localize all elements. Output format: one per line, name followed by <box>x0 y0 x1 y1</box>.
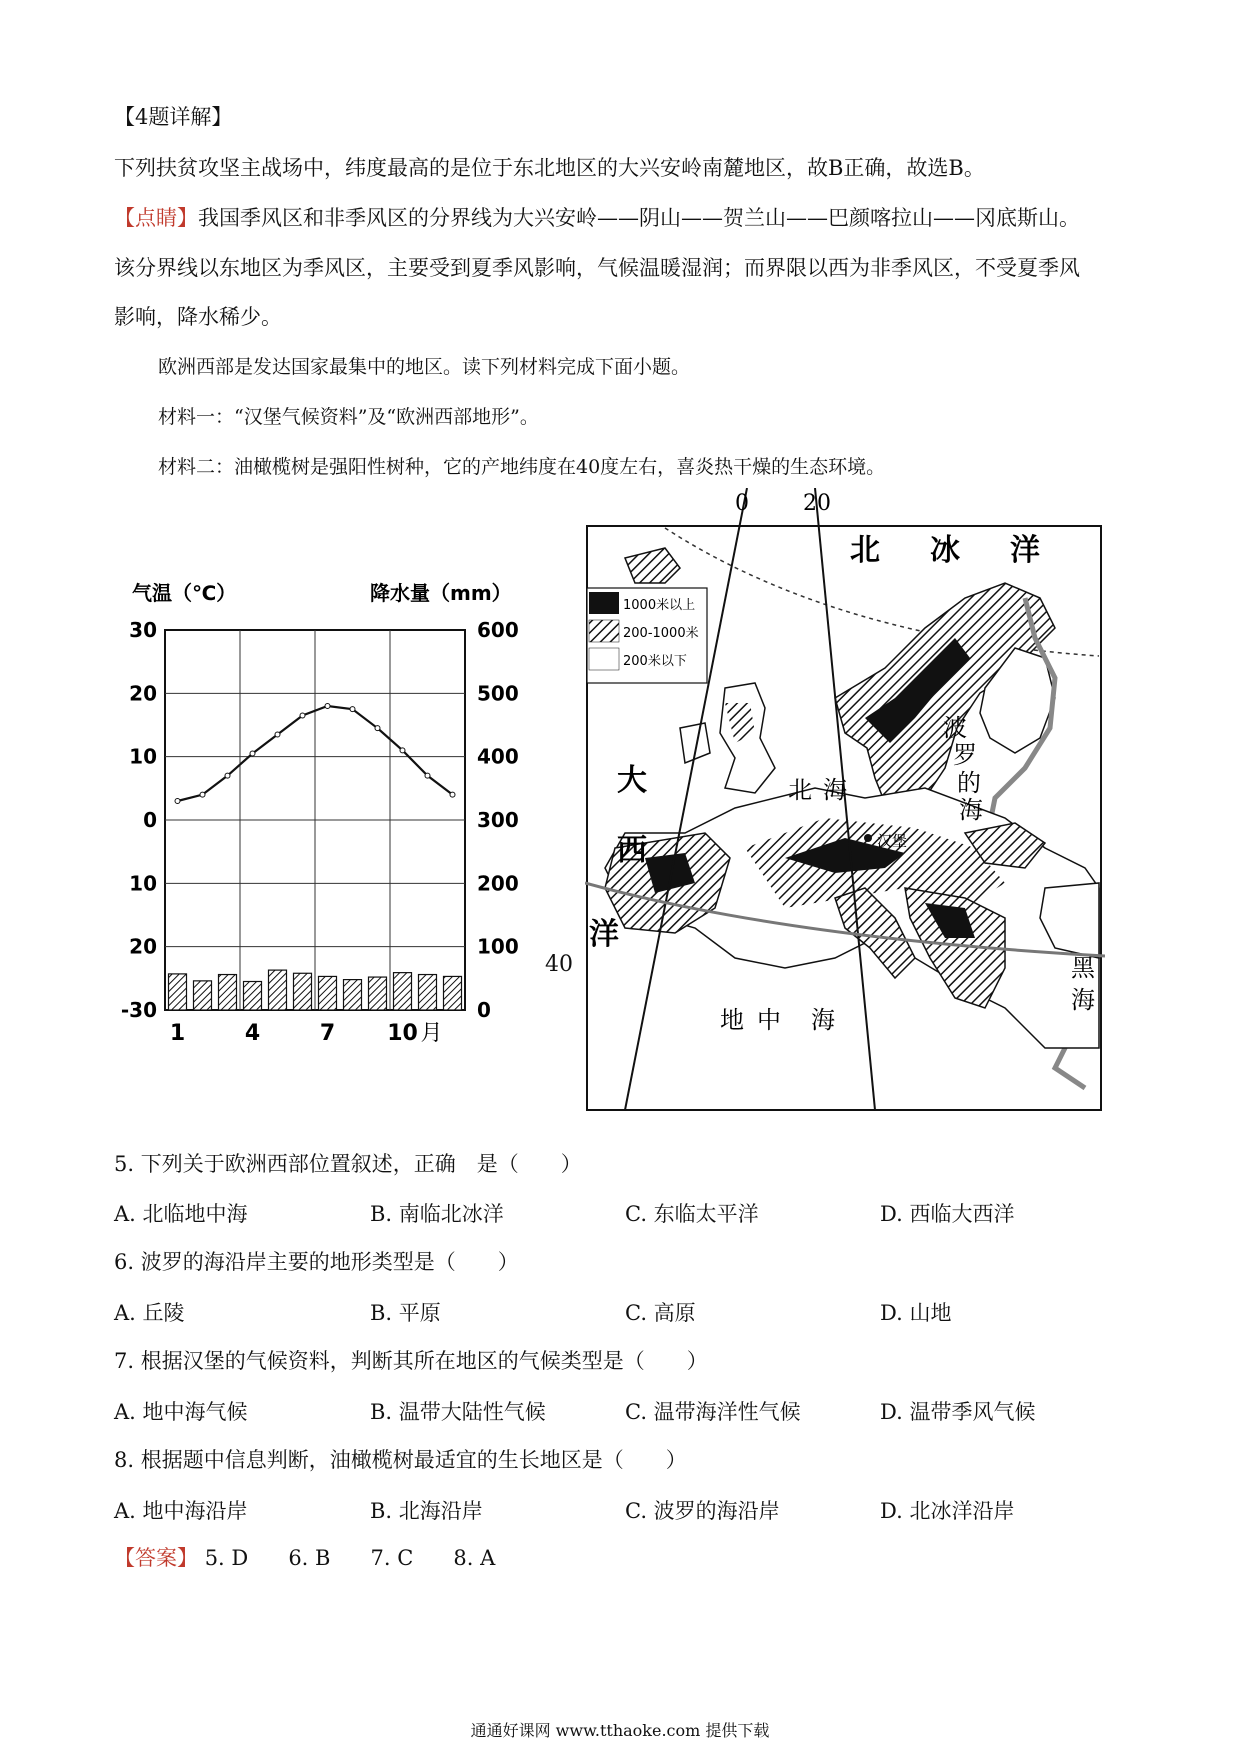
right-tick-label: 300 <box>477 808 519 832</box>
temperature-point <box>450 792 455 797</box>
temperature-point <box>175 799 180 804</box>
precipitation-bar <box>294 973 312 1010</box>
pointer-text-2: 该分界线以东地区为季风区，主要受到夏季风影响，气候温暖湿润；而界限以西为非季风区，不受夏季风 <box>114 256 1080 280</box>
atlantic-label-3: 洋 <box>589 917 619 952</box>
precipitation-bar <box>419 975 437 1010</box>
hamburg-label: 汉堡 <box>877 832 908 850</box>
med-label-3: 海 <box>811 1006 835 1034</box>
right-axis-title: 降水量（mm） <box>370 581 512 605</box>
right-tick-label: 100 <box>477 934 519 959</box>
q6-option-c: C. 高原 <box>625 1301 696 1325</box>
material-2: 材料二：油橄榄树是强阳性树种，它的产地纬度在40度左右，喜炎热干燥的生态环境。 <box>158 456 886 478</box>
black-sea-label-1: 黑 <box>1071 954 1095 982</box>
pointer-paragraph <box>114 203 1080 233</box>
q8-option-d: D. 北冰洋沿岸 <box>880 1499 1015 1523</box>
med-label-2: 中 <box>757 1006 781 1034</box>
temperature-point <box>275 732 280 737</box>
q7-option-a: A. 地中海气候 <box>114 1400 248 1424</box>
lon-0-label: 0 <box>735 491 749 516</box>
temperature-point <box>225 773 230 778</box>
temperature-point <box>300 713 305 718</box>
left-tick-label: 0 <box>143 808 157 832</box>
western-europe-map <box>585 488 1105 1116</box>
arctic-label-3: 洋 <box>1010 533 1040 568</box>
left-tick-label: 10 <box>129 744 157 769</box>
temperature-point <box>250 751 255 756</box>
temperature-point <box>375 726 380 731</box>
precipitation-bar <box>269 970 287 1010</box>
answer-8: 8. A <box>453 1546 496 1570</box>
right-tick-label: 0 <box>477 998 491 1022</box>
x-tick-label: 1 <box>169 1021 186 1046</box>
temperature-point <box>425 773 430 778</box>
atlantic-label-2: 西 <box>617 833 647 868</box>
precipitation-bar <box>444 976 462 1010</box>
x-tick-label: 7 <box>319 1021 336 1046</box>
q8-option-b: B. 北海沿岸 <box>370 1499 483 1523</box>
arctic-label-1: 北 <box>850 533 880 568</box>
temperature-point <box>350 707 355 712</box>
north-sea-label-1: 北 <box>788 776 812 804</box>
x-tick-label: 4 <box>244 1021 261 1046</box>
q5-option-a: A. 北临地中海 <box>114 1202 248 1226</box>
q6-option-d: D. 山地 <box>880 1301 952 1325</box>
precipitation-bar <box>344 980 362 1010</box>
left-tick-label: 10 <box>129 871 157 896</box>
left-tick-label: -30 <box>120 998 157 1022</box>
arctic-label-2: 冰 <box>930 533 960 568</box>
map-legend <box>587 588 707 683</box>
baltic-label-1: 波 <box>943 714 967 742</box>
material-1: 材料一：“汉堡气候资料”及“欧洲西部地形”。 <box>158 406 539 428</box>
right-tick-label: 500 <box>477 681 519 706</box>
q8-option-a: A. 地中海沿岸 <box>114 1499 248 1523</box>
q5-option-c: C. 东临太平洋 <box>625 1202 759 1226</box>
q6-option-b: B. 平原 <box>370 1301 441 1325</box>
q5-stem: 5. 下列关于欧洲西部位置叙述，正确 是（ ） <box>114 1152 582 1176</box>
q7-stem: 7. 根据汉堡的气候资料，判断其所在地区的气候类型是（ ） <box>114 1349 708 1373</box>
right-tick-label: 600 <box>477 618 519 642</box>
baltic-label-4: 海 <box>959 796 983 824</box>
x-tick-label: 10 <box>387 1021 418 1046</box>
precipitation-bar <box>369 977 387 1010</box>
legend-low: 200米以下 <box>623 654 687 669</box>
pointer-text-1: 我国季风区和非季风区的分界线为大兴安岭——阴山——贺兰山——巴颜喀拉山——冈底斯山。 <box>198 206 1080 230</box>
left-tick-label: 30 <box>129 618 157 642</box>
answer-line <box>114 1543 495 1573</box>
answer-5: 5. D <box>204 1546 249 1570</box>
right-tick-label: 200 <box>477 871 519 896</box>
lat-40-label: 40 <box>545 952 573 977</box>
temperature-point <box>400 748 405 753</box>
atlantic-label-1: 大 <box>617 763 647 798</box>
pointer-text-3: 影响，降水稀少。 <box>114 305 282 329</box>
left-tick-label: 20 <box>129 681 157 706</box>
precipitation-bar <box>169 974 187 1010</box>
q7-option-d: D. 温带季风气候 <box>880 1400 1036 1424</box>
baltic-label-2: 罗 <box>953 741 977 769</box>
temperature-point <box>325 704 330 709</box>
q5-option-d: D. 西临大西洋 <box>880 1202 1015 1226</box>
q8-stem: 8. 根据题中信息判断，油橄榄树最适宜的生长地区是（ ） <box>114 1448 687 1472</box>
med-label-1: 地 <box>720 1006 744 1034</box>
intro-text: 欧洲西部是发达国家最集中的地区。读下列材料完成下面小题。 <box>158 356 691 378</box>
q8-option-c: C. 波罗的海沿岸 <box>625 1499 780 1523</box>
q6-stem: 6. 波罗的海沿岸主要的地形类型是（ ） <box>114 1250 519 1274</box>
answer-6: 6. B <box>288 1546 331 1570</box>
lon-20-label: 20 <box>803 491 831 516</box>
baltic-label-3: 的 <box>957 769 981 797</box>
q5-option-b: B. 南临北冰洋 <box>370 1202 504 1226</box>
section-head: 【4题详解】 <box>114 105 233 129</box>
left-tick-label: 20 <box>129 934 157 959</box>
precipitation-bar <box>394 973 412 1010</box>
north-sea-label-2: 海 <box>823 776 847 804</box>
hamburg-dot <box>864 834 872 842</box>
answer-label: 【答案】 <box>114 1546 198 1570</box>
detail-text: 下列扶贫攻坚主战场中，纬度最高的是位于东北地区的大兴安岭南麓地区，故B正确，故选B。 <box>114 156 985 180</box>
q6-option-a: A. 丘陵 <box>114 1301 185 1325</box>
legend-mid: 200-1000米 <box>623 626 699 641</box>
legend-high: 1000米以上 <box>623 598 696 613</box>
chart-grid <box>165 630 465 1010</box>
q7-option-b: B. 温带大陆性气候 <box>370 1400 546 1424</box>
q7-option-c: C. 温带海洋性气候 <box>625 1400 801 1424</box>
temperature-point <box>200 792 205 797</box>
x-unit-label: 月 <box>420 1021 443 1046</box>
right-tick-label: 400 <box>477 744 519 769</box>
precipitation-bar <box>319 976 337 1010</box>
pointer-label: 【点睛】 <box>114 206 198 230</box>
hamburg-climate-chart <box>120 580 540 1060</box>
left-axis-title: 气温（℃） <box>132 581 237 605</box>
black-sea-label-2: 海 <box>1071 986 1095 1014</box>
precipitation-bar <box>219 975 237 1010</box>
precipitation-bar <box>194 981 212 1010</box>
answer-7: 7. C <box>370 1546 414 1570</box>
precipitation-bar <box>244 982 262 1011</box>
footer: 通通好课网 www.tthaoke.com 提供下载 <box>470 1721 770 1740</box>
